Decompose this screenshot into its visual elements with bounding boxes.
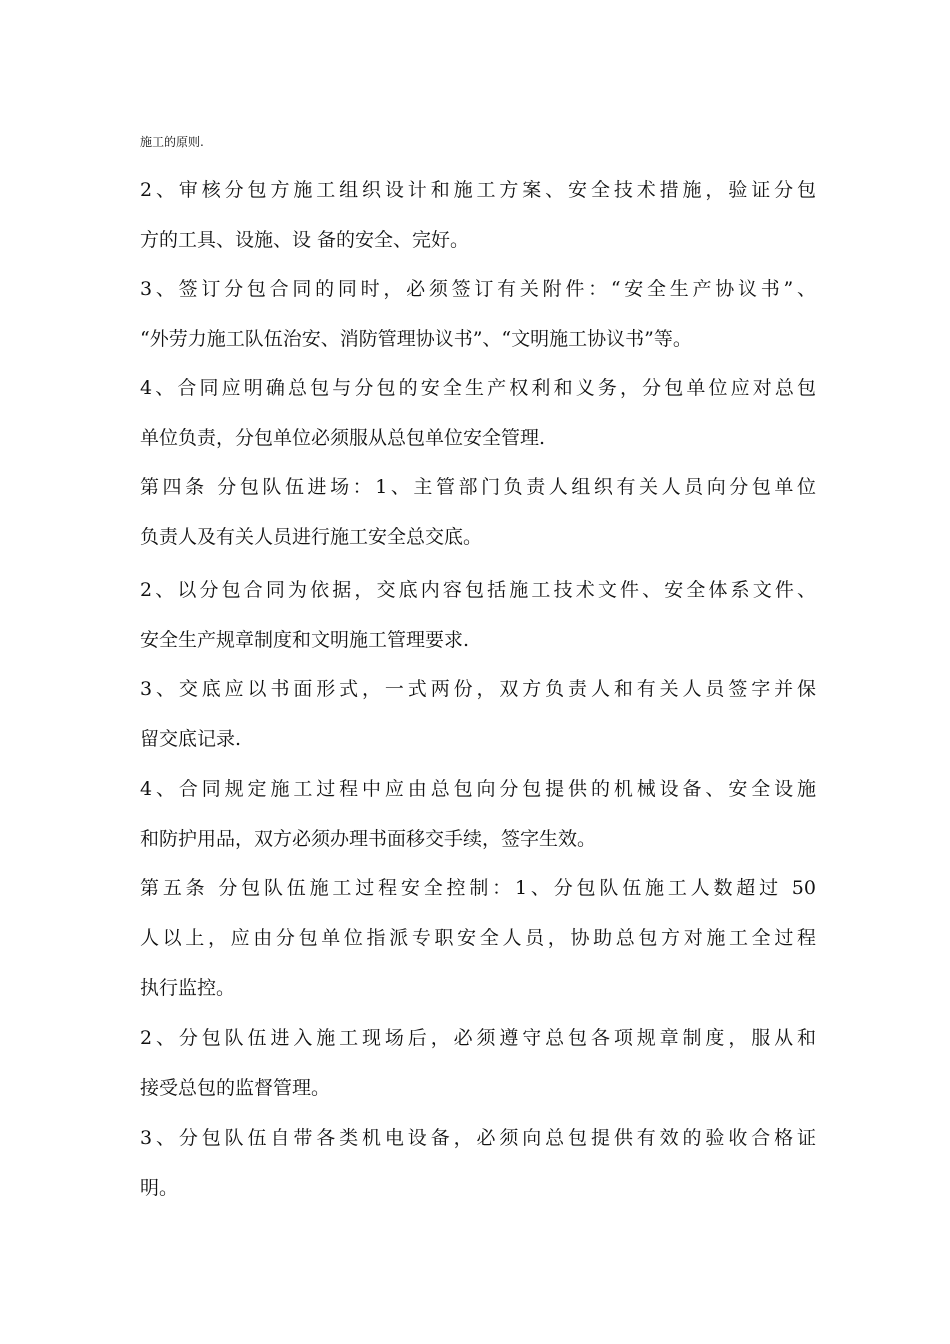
paragraph-article-four bbox=[140, 462, 816, 562]
text-line: 第五条 分包队伍施工过程安全控制：1、分包队伍施工人数超过 50 bbox=[140, 877, 816, 899]
text-line: 单位负责，分包单位必须服从总包单位安全管理. bbox=[140, 427, 546, 449]
text-line: 留交底记录. bbox=[140, 728, 242, 750]
text-line: 明。 bbox=[140, 1177, 179, 1199]
text-line: 2、以分包合同为依据，交底内容包括施工技术文件、安全体系文件、 bbox=[140, 579, 816, 601]
text-line: 和防护用品，双方必须办理书面移交手续，签字生效。 bbox=[140, 828, 597, 850]
text-line: 第四条 分包队伍进场：1、主管部门负责人组织有关人员向分包单位 bbox=[140, 476, 816, 498]
paragraph-sign-attachments bbox=[140, 264, 816, 364]
text-line: 负责人及有关人员进行施工安全总交底。 bbox=[140, 526, 483, 548]
text-line: 人以上，应由分包单位指派专职安全人员，协助总包方对施工全过程 bbox=[140, 927, 816, 949]
top-fragment-text: 施工的原则. bbox=[140, 135, 204, 149]
paragraph-equipment-certificate bbox=[140, 1113, 816, 1213]
text-line: 4、合同应明确总包与分包的安全生产权利和义务，分包单位应对总包 bbox=[140, 377, 816, 399]
text-line: 2、分包队伍进入施工现场后，必须遵守总包各项规章制度，服从和 bbox=[140, 1027, 816, 1049]
paragraph-article-five bbox=[140, 863, 816, 1013]
text-line: “外劳力施工队伍治安、消防管理协议书”、“文明施工协议书”等。 bbox=[140, 328, 692, 350]
text-line: 3、分包队伍自带各类机电设备，必须向总包提供有效的验收合格证 bbox=[140, 1127, 816, 1149]
text-line: 2、审核分包方施工组织设计和施工方案、安全技术措施，验证分包 bbox=[140, 179, 816, 201]
paragraph-contract-rights bbox=[140, 363, 816, 463]
text-line: 3、签订分包合同的同时，必须签订有关附件：“安全生产协议书”、 bbox=[140, 278, 816, 300]
text-line: 执行监控。 bbox=[140, 977, 236, 999]
paragraph-briefing-content bbox=[140, 565, 816, 665]
paragraph-written-briefing bbox=[140, 664, 816, 764]
text-line: 3、交底应以书面形式，一式两份，双方负责人和有关人员签字并保 bbox=[140, 678, 816, 700]
paragraph-site-rules bbox=[140, 1013, 816, 1113]
text-line: 安全生产规章制度和文明施工管理要求. bbox=[140, 629, 470, 651]
text-line: 4、合同规定施工过程中应由总包向分包提供的机械设备、安全设施 bbox=[140, 778, 816, 800]
text-line: 接受总包的监督管理。 bbox=[140, 1077, 331, 1099]
text-line: 方的工具、设施、设 备的安全、完好。 bbox=[140, 229, 470, 251]
paragraph-equipment-handover bbox=[140, 764, 816, 864]
paragraph-review-plans bbox=[140, 165, 816, 265]
